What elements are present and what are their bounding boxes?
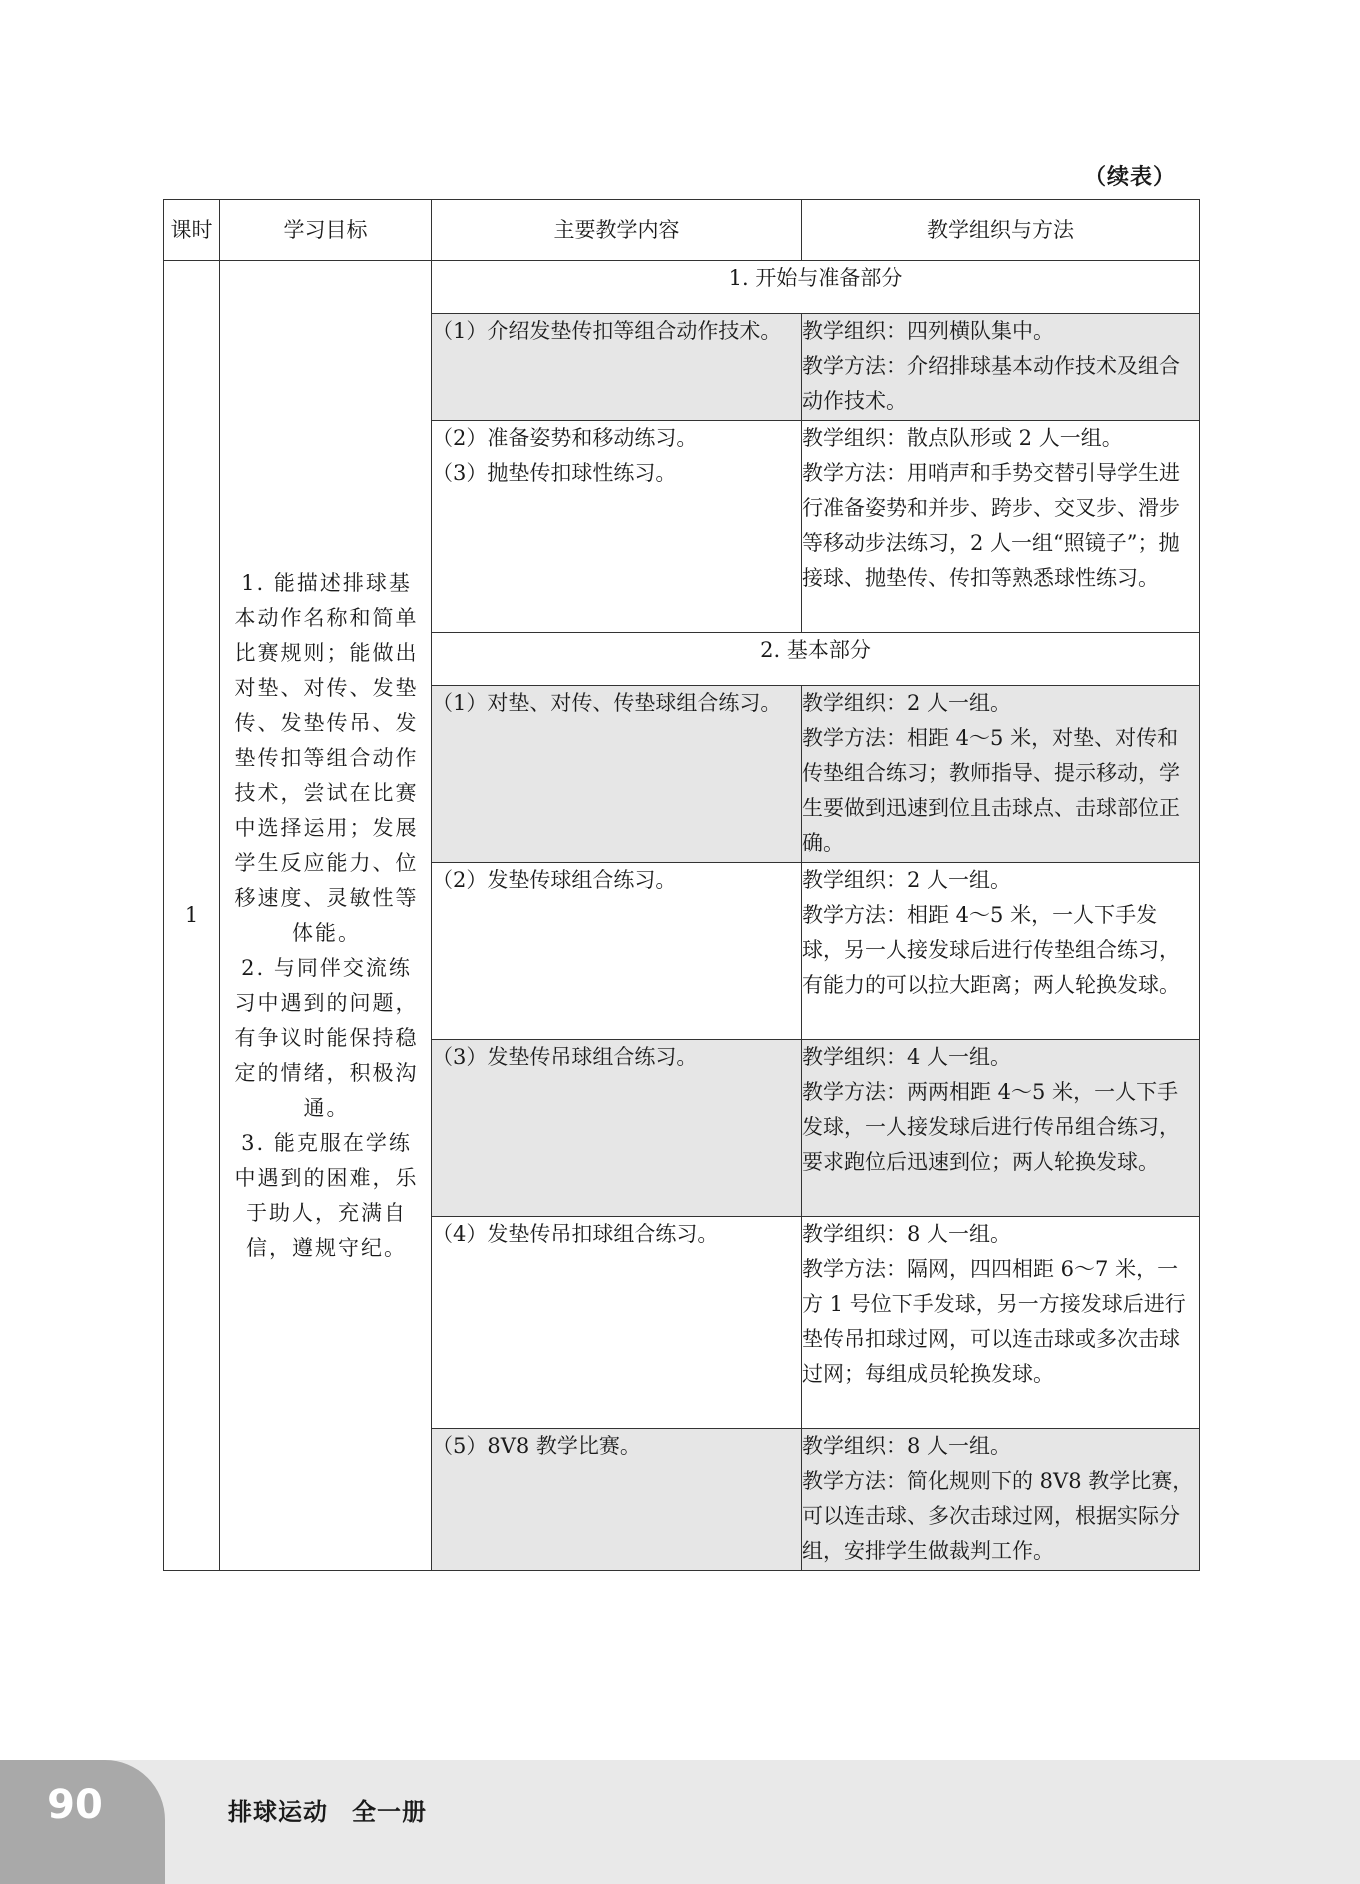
lesson-number: 1 — [164, 261, 220, 1571]
content-cell — [432, 686, 802, 863]
book-title-volume: 全一册 — [352, 1798, 427, 1826]
goal-item: 1. 能描述排球基本动作名称和简单比赛规则；能做出对垫、对传、发垫传、发垫传吊、发垫传扣等组合动作技术，尝试在比赛中选择运用；发展学生反应能力、位移速度、灵敏性等体能。 — [234, 570, 419, 945]
section-row — [164, 261, 1200, 314]
method-approach: 教学方法：简化规则下的 8V8 教学比赛，可以连击球、多次击球过网，根据实际分组，安排学生做裁判工作。 — [802, 1469, 1194, 1563]
method-approach: 教学方法：介绍排球基本动作技术及组合动作技术。 — [802, 354, 1180, 413]
content-item: （2）准备姿势和移动练习。 — [432, 426, 698, 450]
content-item: （3）抛垫传扣球性练习。 — [432, 461, 677, 485]
header-content: 主要教学内容 — [432, 200, 802, 261]
content-cell — [432, 421, 802, 633]
lesson-plan-table — [163, 199, 1200, 1571]
header-method: 教学组织与方法 — [802, 200, 1200, 261]
goal-item: 3. 能克服在学练中遇到的困难，乐于助人，充满自信，遵规守纪。 — [234, 1130, 419, 1260]
content-cell — [432, 1217, 802, 1429]
method-cell — [802, 314, 1200, 421]
method-organization: 教学组织：2 人一组。 — [802, 868, 1012, 892]
section-title: 1. 开始与准备部分 — [432, 261, 1200, 314]
content-cell — [432, 1040, 802, 1217]
method-organization: 教学组织：4 人一组。 — [802, 1045, 1012, 1069]
method-approach: 教学方法：两两相距 4～5 米，一人下手发球，一人接发球后进行传吊组合练习，要求跑位后迅速到位；两人轮换发球。 — [802, 1080, 1180, 1174]
content-cell — [432, 1429, 802, 1571]
header-goals: 学习目标 — [220, 200, 432, 261]
table-header-row — [164, 200, 1200, 261]
method-approach: 教学方法：相距 4～5 米，一人下手发球，另一人接发球后进行传垫组合练习，有能力的可以拉大距离；两人轮换发球。 — [802, 903, 1180, 997]
content-item: （5）8V8 教学比赛。 — [432, 1434, 641, 1458]
method-organization: 教学组织：四列横队集中。 — [802, 319, 1054, 343]
method-cell — [802, 1217, 1200, 1429]
header-lesson: 课时 — [164, 200, 220, 261]
content-item: （1）介绍发垫传扣等组合动作技术。 — [432, 319, 782, 343]
method-organization: 教学组织：8 人一组。 — [802, 1434, 1012, 1458]
learning-goals — [220, 261, 432, 1571]
method-approach: 教学方法：相距 4～5 米，对垫、对传和传垫组合练习；教师指导、提示移动，学生要做到迅速到位且击球点、击球部位正确。 — [802, 726, 1180, 855]
content-item: （2）发垫传球组合练习。 — [432, 868, 677, 892]
method-cell — [802, 1429, 1200, 1571]
method-cell — [802, 1040, 1200, 1217]
goal-item: 2. 与同伴交流练习中遇到的问题，有争议时能保持稳定的情绪，积极沟通。 — [234, 955, 419, 1120]
content-cell — [432, 314, 802, 421]
content-item: （3）发垫传吊球组合练习。 — [432, 1045, 698, 1069]
content-item: （1）对垫、对传、传垫球组合练习。 — [432, 691, 782, 715]
book-title — [228, 1792, 427, 1827]
method-organization: 教学组织：散点队形或 2 人一组。 — [802, 426, 1123, 450]
book-title-name: 排球运动 — [228, 1798, 328, 1826]
content-cell — [432, 863, 802, 1040]
continued-label: （续表） — [1083, 165, 1176, 190]
method-cell — [802, 421, 1200, 633]
method-cell — [802, 686, 1200, 863]
method-cell — [802, 863, 1200, 1040]
method-approach: 教学方法：用哨声和手势交替引导学生进行准备姿势和并步、跨步、交叉步、滑步等移动步法练习，2 人一组“照镜子”；抛接球、抛垫传、传扣等熟悉球性练习。 — [802, 461, 1180, 590]
content-item: （4）发垫传吊扣球组合练习。 — [432, 1222, 719, 1246]
page-number: 90 — [47, 1782, 103, 1828]
method-organization: 教学组织：8 人一组。 — [802, 1222, 1012, 1246]
method-organization: 教学组织：2 人一组。 — [802, 691, 1012, 715]
footer-band — [0, 1760, 1360, 1884]
section-title: 2. 基本部分 — [432, 633, 1200, 686]
method-approach: 教学方法：隔网，四四相距 6～7 米，一方 1 号位下手发球，另一方接发球后进行垫传吊扣球过网，可以连击球或多次击球过网；每组成员轮换发球。 — [802, 1257, 1186, 1386]
